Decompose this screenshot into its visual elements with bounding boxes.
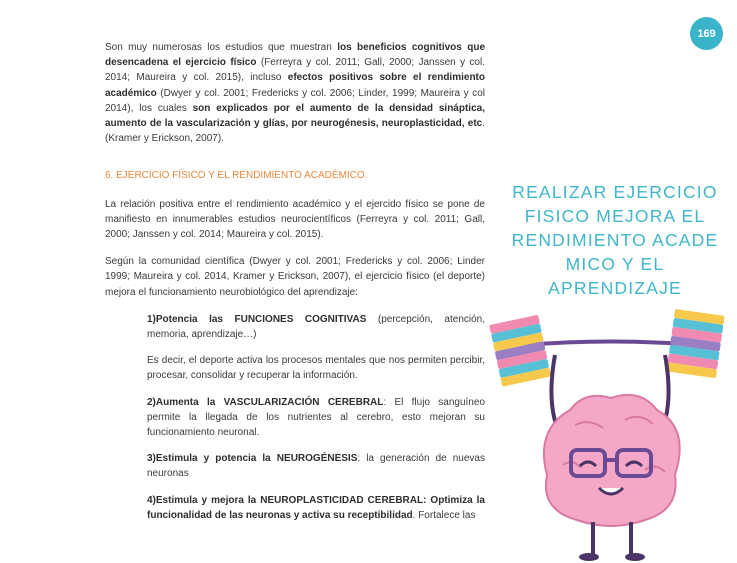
section-heading: 6. EJERCICIO FÍSICO Y EL RENDIMIENTO ACADÉMICO. — [105, 170, 368, 182]
benefits-list — [105, 312, 485, 523]
paragraph-2: Según la comunidad científica (Dwyer y col. 2001; Fredericks y col. 2006; Linder 1999; Maureira y col. 2014, Kramer y Erickson, 2007), el ejercicio físico (el deporte) mejora el funcionamiento neurobiológico del aprendizaje: — [105, 256, 485, 298]
benefit-3 — [147, 451, 485, 481]
intro-text-1: Son muy numerosas los estudios que muestran — [105, 42, 338, 53]
benefit-1-text: (percepción, atención, memoria, aprendizaje…) — [147, 313, 486, 341]
page-number-badge: 169 — [690, 17, 723, 50]
benefit-3-text: : la generación de nuevas neuronas — [147, 453, 485, 480]
benefit-2-label: 2)Aumenta la VASCULARIZACIÓN CEREBRAL — [147, 396, 384, 408]
sidebar-title: REALIZAR EJERCICIO FISICO MEJORA EL RENDIMIENTO ACADE MICO Y EL APRENDIZAJE — [511, 182, 719, 298]
brain-lifting-books-icon — [485, 300, 737, 563]
intro-bold-2: efectos positivos sobre el rendimiento académico — [105, 72, 485, 99]
intro-bold-1: los beneficios cognitivos que desencadena el ejercicio físico — [105, 42, 486, 69]
benefit-4 — [147, 493, 485, 523]
paragraph-1: La relación positiva entre el rendimiento académico y el ejercido físico se pone de manifiesto en innumerables estudios neurocientíficos (Ferreyra y col. 2011; Gall, 2000; Janssen y col. 2014; Maureira y col. 2015). — [105, 198, 485, 241]
benefit-4-label: 4)Estimula y mejora la NEUROPLASTICIDAD CEREBRAL: Optimiza la funcionalidad de las neuronas y activa su receptibilidad — [147, 494, 485, 521]
intro-text-4: . (Kramer y Erickson, 2007). — [105, 118, 485, 145]
intro-bold-3: son explicados por el aumento de la densidad sináptica, aumento de la vascularización y glías, por neurogénesis, neuroplasticidad, etc — [105, 102, 485, 130]
main-text-column — [105, 40, 485, 534]
benefit-1 — [147, 312, 485, 342]
benefit-1-label: 1)Potencia las FUNCIONES COGNITIVAS — [147, 313, 367, 325]
intro-text-3: (Dwyer y col. 2001; Fredericks y col. 2006; Linder, 1999; Maureira y col 2014), los cuales — [105, 87, 485, 114]
benefit-2 — [147, 395, 485, 441]
intro-paragraph — [105, 40, 485, 146]
intro-text-2: (Ferreyra y col. 2011; Gall, 2000; Janssen y col. 2014; Maureira y col. 2015), incluso — [105, 57, 485, 84]
benefit-3-label: 3)Estimula y potencia la NEUROGÉNESIS — [147, 453, 358, 465]
benefit-1-note: Es decir, el deporte activa los procesos mentales que nos permiten percibir, procesar, consolidar y recuperar la información. — [147, 355, 485, 382]
benefit-2-text: : El flujo sanguíneo permite la llegada de los nutrientes al cerebro, esto mejoran su funcionamiento neuronal. — [147, 396, 485, 439]
benefit-4-text: . Fortalece las — [412, 509, 476, 521]
